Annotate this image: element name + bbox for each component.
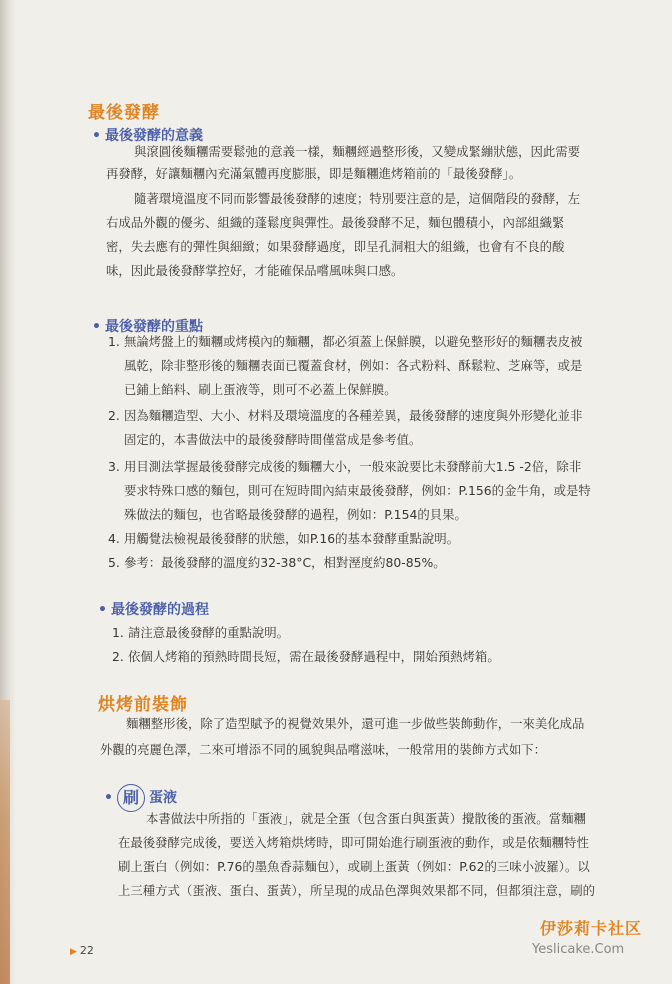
section-title-final-proofing: 最後發酵 xyxy=(88,103,160,123)
subsection-title-text: 最後發酵的過程 xyxy=(110,602,209,618)
list-item-continued: 要求特殊口感的麵包，則可在短時間內結束最後發酵，例如：P.156的金牛角，或是特 xyxy=(124,483,591,498)
bullet-dot-icon: • xyxy=(104,790,113,806)
paragraph-line: 在最後發酵完成後，要送入烤箱烘烤時，即可開始進行刷蛋液的動作，或是依麵糰特性 xyxy=(118,835,589,850)
watermark-site: Yeslicake.Com xyxy=(532,942,625,957)
subsection-title-process xyxy=(98,599,209,619)
section-title-pre-bake-decoration: 烘烤前裝飾 xyxy=(98,695,188,715)
bullet-dot-icon: • xyxy=(98,602,107,618)
paragraph-line: 本書做法中所指的「蛋液」，就是全蛋（包含蛋白與蛋黃）攪散後的蛋液。當麵糰 xyxy=(146,811,586,826)
list-item: 1. 請注意最後發酵的重點說明。 xyxy=(112,625,290,640)
brush-badge-icon: 刷 xyxy=(117,784,145,812)
list-item: 2. 因為麵糰造型、大小、材料及環境溫度的各種差異，最後發酵的速度與外形變化並非 xyxy=(108,408,583,423)
subsection-title-text: 最後發酵的重點 xyxy=(104,319,203,335)
list-item-continued: 殊做法的麵包，也省略最後發酵的過程，例如：P.154的貝果。 xyxy=(124,507,467,522)
paragraph-line: 上三種方式（蛋液、蛋白、蛋黃），所呈現的成品色澤與效果都不同，但都須注意，刷的 xyxy=(118,883,596,898)
list-item-continued: 固定的，本書做法中的最後發酵時間僅當成是參考值。 xyxy=(124,432,422,447)
paragraph-line: 外觀的亮麗色澤，二來可增添不同的風貌與品嚐滋味，一般常用的裝飾方式如下： xyxy=(100,742,547,757)
watermark-brand: 伊莎莉卡社区 xyxy=(540,919,643,938)
paragraph-line: 麵糰整形後，除了造型賦予的視覺效果外，還可進一步做些裝飾動作，一來美化成品 xyxy=(126,716,585,731)
list-item: 4. 用觸覺法檢視最後發酵的狀態，如P.16的基本發酵重點說明。 xyxy=(108,531,460,546)
list-item: 1. 無論烤盤上的麵糰或烤模內的麵糰，都必須蓋上保鮮膜，以避免整形好的麵糰表皮被 xyxy=(108,334,583,349)
paragraph-line: 味，因此最後發酵掌控好，才能確保品嚐風味與口感。 xyxy=(106,263,404,278)
bullet-dot-icon: • xyxy=(92,319,101,335)
paragraph-line: 與滾圓後麵糰需要鬆弛的意義一樣，麵糰經過整形後，又變成緊繃狀態，因此需要 xyxy=(134,144,581,159)
subsection-title-text: 最後發酵的意義 xyxy=(104,128,203,144)
list-item: 5. 參考：最後發酵的溫度約32-38°C，相對溼度約80-85%。 xyxy=(108,555,446,570)
paragraph-line: 右成品外觀的優劣、組織的蓬鬆度與彈性。最後發酵不足，麵包體積小，內部組織緊 xyxy=(106,215,565,230)
triangle-marker-icon: ▶ xyxy=(70,947,77,957)
paragraph-line: 刷上蛋白（例如：P.76的墨魚香蒜麵包），或刷上蛋黃（例如：P.62的三味小波羅）。以 xyxy=(118,859,590,874)
paragraph-line: 再發酵，好讓麵糰內充滿氣體再度膨脹，即是麵糰進烤箱前的「最後發酵」。 xyxy=(106,166,522,181)
subsection-title-text: 蛋液 xyxy=(148,790,177,806)
page-number: ▶ 22 xyxy=(70,944,94,957)
bullet-dot-icon: • xyxy=(92,128,101,144)
list-item: 2. 依個人烤箱的預熱時間長短，需在最後發酵過程中，開始預熱烤箱。 xyxy=(112,649,500,664)
list-item: 3. 用目測法掌握最後發酵完成後的麵糰大小，一般來說要比未發酵前大1.5 -2倍，除非 xyxy=(108,459,582,474)
list-item-continued: 風乾，除非整形後的麵糰表面已覆蓋食材，例如：各式粉料、酥鬆粒、芝麻等，或是 xyxy=(124,358,583,373)
paragraph-line: 密，失去應有的彈性與細緻；如果發酵過度，即呈孔洞粗大的組織，也會有不良的酸 xyxy=(106,239,565,254)
paragraph-line: 隨著環境溫度不同而影響最後發酵的速度；特別要注意的是，這個階段的發酵，左 xyxy=(134,191,581,206)
list-item-continued: 已鋪上餡料、刷上蛋液等，則可不必蓋上保鮮膜。 xyxy=(124,382,397,397)
